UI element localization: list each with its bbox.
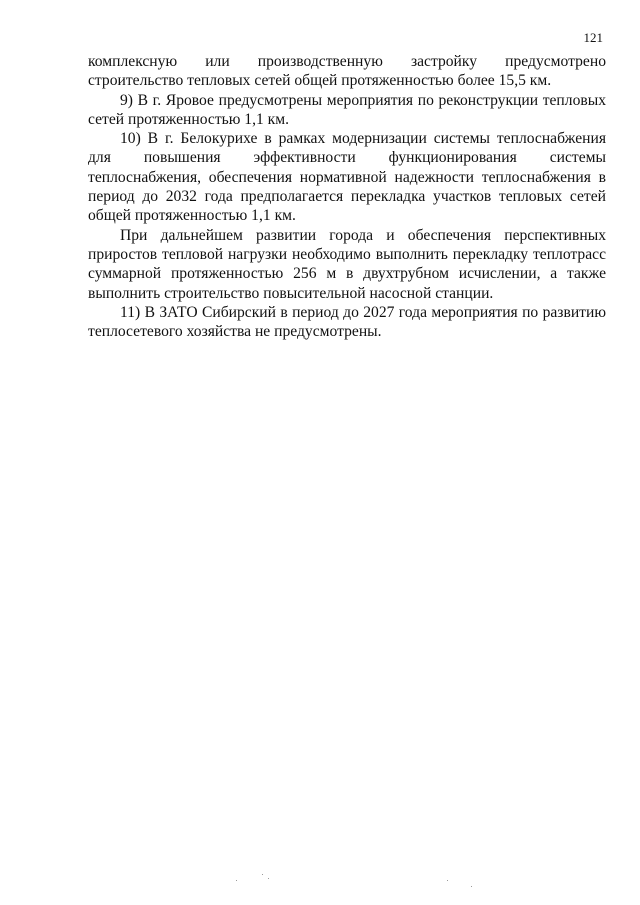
scan-artifact bbox=[268, 878, 269, 879]
scan-artifact bbox=[236, 880, 237, 881]
paragraph-zato-sibirsky: 11) В ЗАТО Сибирский в период до 2027 года мероприятия по развитию теплосетевого хозяйства не предусмотрены. bbox=[88, 303, 606, 341]
paragraph-city-development: При дальнейшем развитии города и обеспечения перспективных приростов тепловой нагрузки необходимо выполнить перекладку теплотрасс суммарной протяженностью 256 м в двухтрубном исчислении, а также выполнить строительство повысительной насосной станции. bbox=[88, 226, 606, 302]
paragraph-yarovoe: 9) В г. Яровое предусмотрены мероприятия по реконструкции тепловых сетей протяженностью 1,1 км. bbox=[88, 91, 606, 128]
scan-artifact bbox=[262, 874, 263, 875]
page-number: 121 bbox=[583, 30, 603, 45]
paragraph-continuation: комплексную или производственную застройку предусмотрено строительство тепловых сетей общей протяженностью более 15,5 км. bbox=[88, 53, 606, 90]
paragraph-belokurikha: 10) В г. Белокурихе в рамках модернизации системы теплоснабжения для повышения эффективности функционирования системы теплоснабжения, обеспечения нормативной надежности теплоснабжения в период до 2032 года предполагается перекладка участков тепловых сетей общей протяженностью 1,1 км. bbox=[88, 130, 606, 225]
scan-artifact bbox=[447, 880, 448, 881]
scan-artifact bbox=[471, 886, 472, 887]
document-body bbox=[88, 52, 606, 341]
